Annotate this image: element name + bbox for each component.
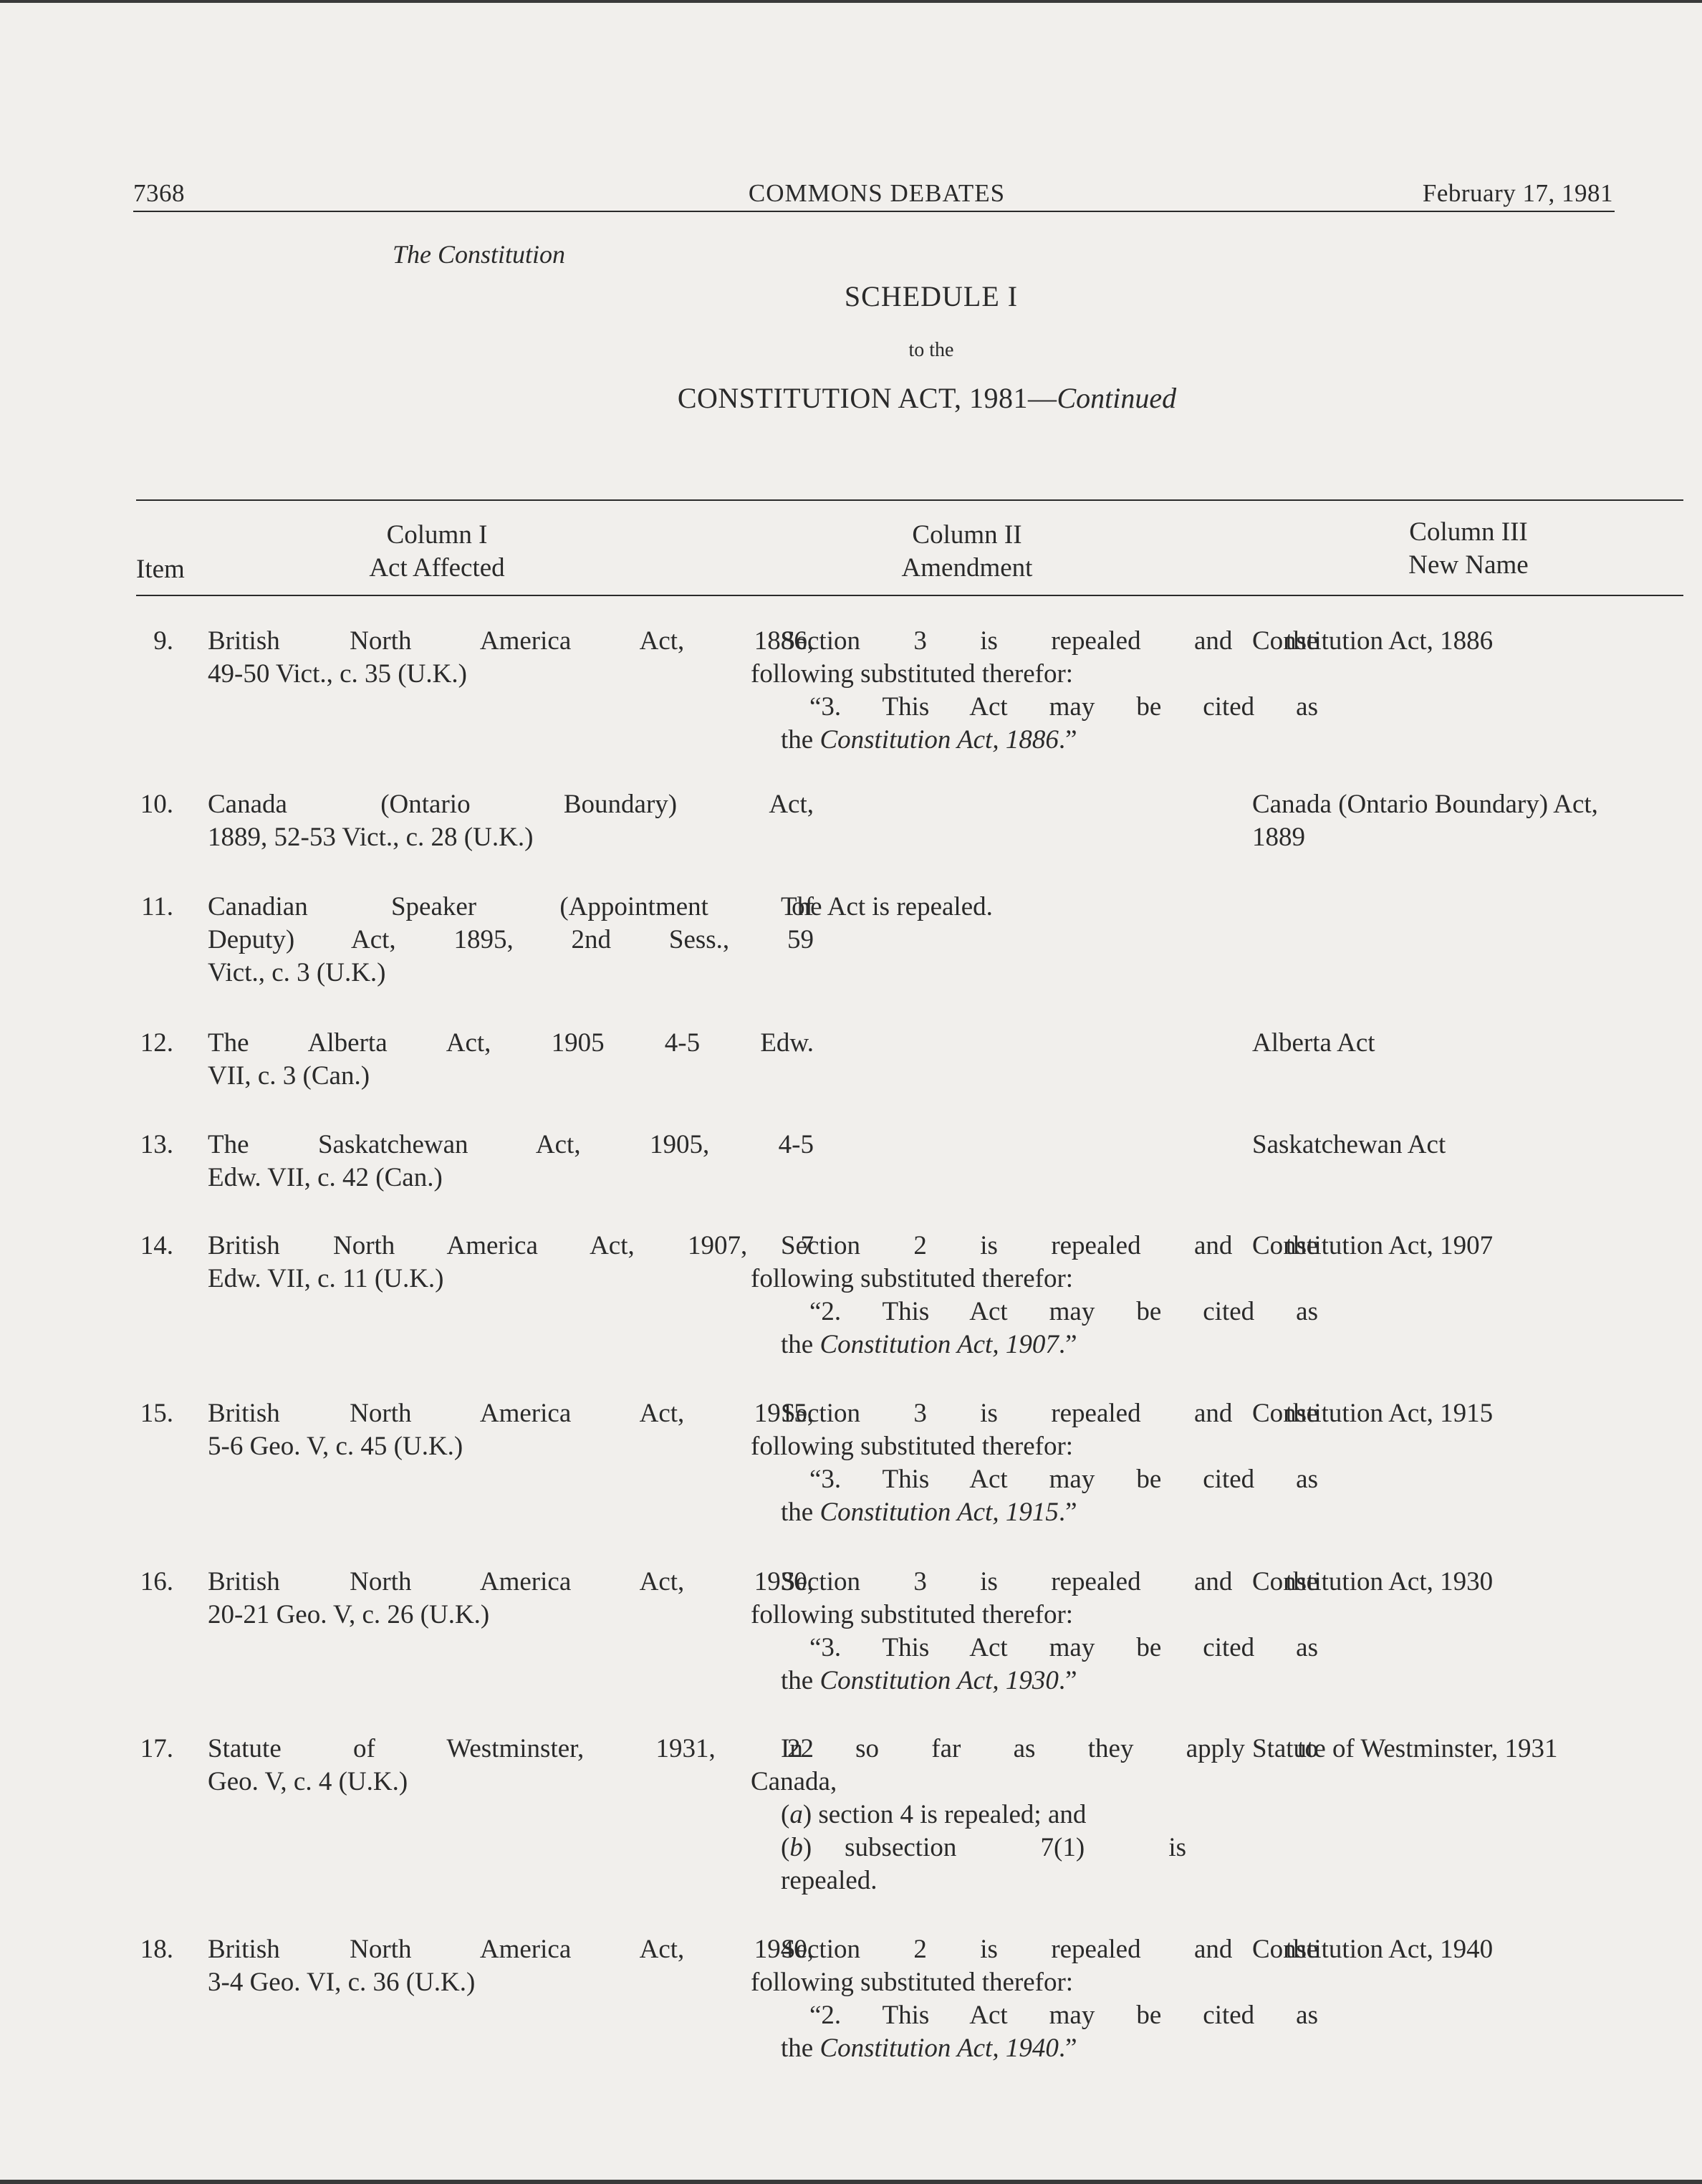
schedule-act-title: CONSTITUTION ACT, 1981—Continued bbox=[677, 382, 1177, 414]
amendment-line: (b) subsection 7(1) is bbox=[781, 1833, 1186, 1862]
item-number: 9. bbox=[153, 626, 173, 656]
new-name bbox=[1252, 1566, 1702, 1599]
act-affected bbox=[208, 788, 814, 854]
amendment-line: following substituted therefor: bbox=[751, 1600, 1074, 1629]
act-affected bbox=[208, 1933, 814, 1999]
amendment-line: Section 3 is repealed and the bbox=[781, 626, 1318, 656]
amendment-line: repealed. bbox=[781, 1866, 878, 1895]
amendment-line: the Constitution Act, 1907.” bbox=[781, 1330, 1077, 1359]
amendment bbox=[751, 1397, 1318, 1529]
act-affected-line: Vict., c. 3 (U.K.) bbox=[208, 958, 386, 987]
act-affected bbox=[208, 1566, 814, 1632]
new-name bbox=[1252, 1027, 1702, 1060]
amendment-line: The Act is repealed. bbox=[781, 892, 993, 921]
schedule-title: SCHEDULE I bbox=[844, 280, 1019, 312]
act-affected bbox=[208, 625, 814, 691]
column-2-title: Column II bbox=[912, 520, 1022, 550]
new-name-line: Saskatchewan Act bbox=[1252, 1130, 1446, 1159]
item-number: 15. bbox=[140, 1399, 173, 1428]
act-affected-line: Canadian Speaker (Appointment of bbox=[208, 892, 814, 921]
new-name-line: Constitution Act, 1940 bbox=[1252, 1935, 1494, 1964]
amendment bbox=[751, 1933, 1318, 2065]
item-number: 14. bbox=[140, 1231, 173, 1260]
new-name-line: Constitution Act, 1907 bbox=[1252, 1231, 1494, 1260]
amendment bbox=[751, 625, 1318, 757]
amendment-line: the Constitution Act, 1915.” bbox=[781, 1498, 1077, 1527]
new-name bbox=[1252, 1129, 1702, 1162]
amendment-line: the Constitution Act, 1886.” bbox=[781, 725, 1077, 755]
act-affected-line: Edw. VII, c. 42 (Can.) bbox=[208, 1163, 443, 1192]
act-affected bbox=[208, 1397, 814, 1463]
amendment bbox=[751, 891, 1318, 924]
column-header-2 bbox=[838, 519, 1096, 585]
new-name-line: Constitution Act, 1915 bbox=[1252, 1399, 1494, 1428]
act-affected-line: 49-50 Vict., c. 35 (U.K.) bbox=[208, 659, 467, 689]
amendment-line: “3. This Act may be cited as bbox=[809, 1633, 1318, 1662]
act-affected-line: British North America Act, 1940, bbox=[208, 1935, 814, 1964]
amendment-line: “3. This Act may be cited as bbox=[809, 1465, 1318, 1494]
amendment-line: “3. This Act may be cited as bbox=[809, 692, 1318, 722]
new-name bbox=[1252, 1733, 1702, 1766]
amendment bbox=[751, 1733, 1318, 1897]
amendment bbox=[751, 1230, 1318, 1361]
act-affected-line: Canada (Ontario Boundary) Act, bbox=[208, 790, 814, 819]
table-header-rule bbox=[136, 595, 1683, 596]
column-1-title: Column I bbox=[386, 520, 488, 550]
new-name bbox=[1252, 1933, 1702, 1966]
amendment-line: “2. This Act may be cited as bbox=[809, 1297, 1318, 1326]
new-name-line: 1889 bbox=[1252, 823, 1305, 852]
item-number: 17. bbox=[140, 1734, 173, 1763]
item-number: 10. bbox=[140, 790, 173, 819]
new-name-line: Constitution Act, 1930 bbox=[1252, 1567, 1494, 1596]
column-header-3 bbox=[1347, 516, 1590, 582]
header-rule bbox=[133, 211, 1615, 212]
act-affected-line: 1889, 52-53 Vict., c. 28 (U.K.) bbox=[208, 823, 534, 852]
table-top-rule bbox=[136, 499, 1683, 501]
act-affected-line: The Alberta Act, 1905 4-5 Edw. bbox=[208, 1028, 814, 1058]
new-name-line: Statute of Westminster, 1931 bbox=[1252, 1734, 1558, 1763]
act-affected-line: 20-21 Geo. V, c. 26 (U.K.) bbox=[208, 1600, 490, 1629]
item-number: 12. bbox=[140, 1028, 173, 1058]
page-number: 7368 bbox=[133, 179, 185, 207]
act-affected-line: VII, c. 3 (Can.) bbox=[208, 1061, 370, 1091]
act-name: CONSTITUTION ACT, 1981 bbox=[677, 382, 1028, 414]
amendment-line: following substituted therefor: bbox=[751, 1264, 1074, 1293]
new-name-line: Constitution Act, 1886 bbox=[1252, 626, 1494, 656]
publication-title: COMMONS DEBATES bbox=[748, 179, 1006, 207]
new-name bbox=[1252, 788, 1702, 854]
item-number: 13. bbox=[140, 1130, 173, 1159]
new-name bbox=[1252, 625, 1702, 658]
act-affected bbox=[208, 1027, 814, 1093]
act-affected-line: British North America Act, 1907, 7 bbox=[208, 1231, 814, 1260]
column-header-item: Item bbox=[136, 555, 185, 584]
act-affected bbox=[208, 1733, 814, 1799]
act-affected bbox=[208, 891, 814, 990]
amendment-line: “2. This Act may be cited as bbox=[809, 2001, 1318, 2030]
amendment-line: In so far as they apply to bbox=[781, 1734, 1318, 1763]
act-affected-line: Statute of Westminster, 1931, 22 bbox=[208, 1734, 814, 1763]
amendment-line: the Constitution Act, 1930.” bbox=[781, 1666, 1077, 1695]
column-1-subtitle: Act Affected bbox=[369, 553, 505, 583]
amendment-line: following substituted therefor: bbox=[751, 1968, 1074, 1997]
item-number: 18. bbox=[140, 1935, 173, 1964]
publication-date: February 17, 1981 bbox=[1422, 179, 1613, 207]
page-top-edge bbox=[0, 0, 1702, 3]
amendment-line: the Constitution Act, 1940.” bbox=[781, 2034, 1077, 2063]
amendment-line: (a) section 4 is repealed; and bbox=[781, 1800, 1087, 1829]
act-affected-line: Deputy) Act, 1895, 2nd Sess., 59 bbox=[208, 925, 814, 954]
column-3-subtitle: New Name bbox=[1408, 550, 1529, 580]
act-affected-line: Geo. V, c. 4 (U.K.) bbox=[208, 1767, 408, 1796]
amendment-line: Section 3 is repealed and the bbox=[781, 1399, 1318, 1428]
column-header-1 bbox=[315, 519, 559, 585]
column-3-title: Column III bbox=[1409, 517, 1528, 547]
topic-heading: The Constitution bbox=[393, 240, 566, 269]
act-affected bbox=[208, 1129, 814, 1194]
new-name-line: Canada (Ontario Boundary) Act, bbox=[1252, 790, 1598, 819]
schedule-subtitle: to the bbox=[908, 339, 954, 361]
act-affected-line: 5-6 Geo. V, c. 45 (U.K.) bbox=[208, 1432, 463, 1461]
new-name bbox=[1252, 1397, 1702, 1430]
act-affected-line: 3-4 Geo. VI, c. 36 (U.K.) bbox=[208, 1968, 476, 1997]
item-number: 16. bbox=[140, 1567, 173, 1596]
amendment-line: Section 2 is repealed and the bbox=[781, 1231, 1318, 1260]
amendment bbox=[751, 1566, 1318, 1697]
continued-label: Continued bbox=[1057, 382, 1177, 414]
act-affected-line: The Saskatchewan Act, 1905, 4-5 bbox=[208, 1130, 814, 1159]
item-number: 11. bbox=[141, 892, 173, 921]
act-affected-line: British North America Act, 1930, bbox=[208, 1567, 814, 1596]
amendment-line: Section 3 is repealed and the bbox=[781, 1567, 1318, 1596]
act-affected-line: British North America Act, 1886, bbox=[208, 626, 814, 656]
new-name-line: Alberta Act bbox=[1252, 1028, 1375, 1058]
act-affected bbox=[208, 1230, 814, 1295]
amendment-line: following substituted therefor: bbox=[751, 659, 1074, 689]
page-bottom-edge bbox=[0, 2180, 1702, 2184]
amendment-line: following substituted therefor: bbox=[751, 1432, 1074, 1461]
amendment-line: Section 2 is repealed and the bbox=[781, 1935, 1318, 1964]
amendment-line: Canada, bbox=[751, 1767, 837, 1796]
column-2-subtitle: Amendment bbox=[901, 553, 1033, 583]
act-affected-line: Edw. VII, c. 11 (U.K.) bbox=[208, 1264, 444, 1293]
act-affected-line: British North America Act, 1915, bbox=[208, 1399, 814, 1428]
new-name bbox=[1252, 1230, 1702, 1263]
